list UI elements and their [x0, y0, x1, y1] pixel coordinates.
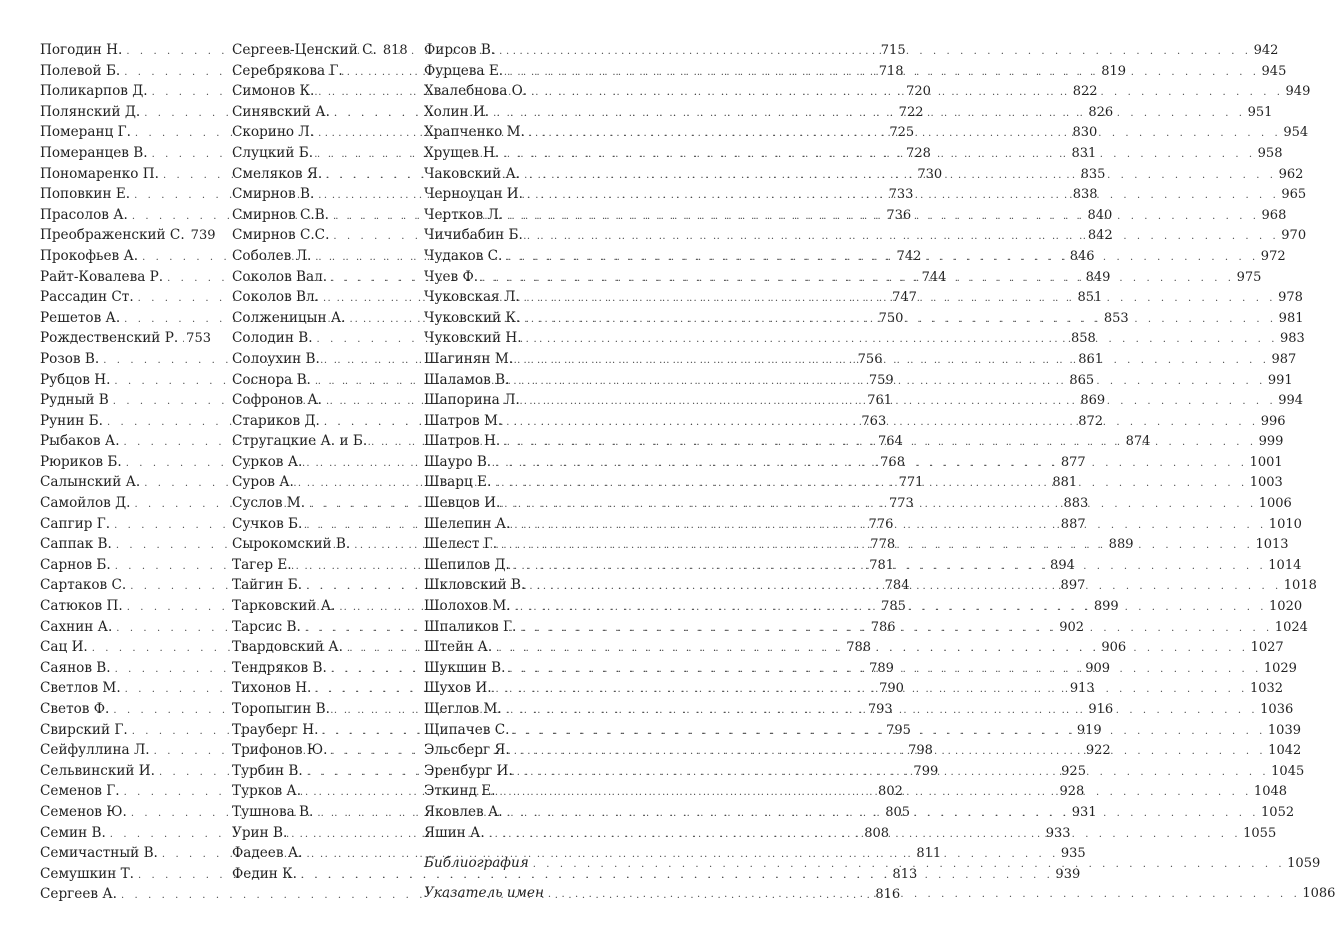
page-number: 922: [1085, 743, 1111, 759]
person-name: Чудаков С.: [424, 247, 503, 264]
person-name: Сергеев-Ценский С.: [232, 42, 377, 58]
person-name: Чуковский К.: [424, 309, 521, 326]
page-number: 958: [1257, 145, 1283, 161]
dot-leader: [496, 680, 1248, 701]
page-number: 883: [1063, 496, 1089, 512]
dot-leader: [509, 660, 1261, 681]
page-number: 1020: [1269, 599, 1303, 615]
person-name: Солженицын А.: [232, 309, 346, 326]
page-number: 768: [880, 454, 905, 470]
dot-leader: [517, 351, 1269, 372]
page-number: 764: [877, 434, 903, 450]
page-number: 826: [1088, 104, 1114, 120]
person-name: Шауро В.: [424, 453, 492, 470]
dot-leader: [513, 372, 1265, 393]
person-name: Шатров М.: [424, 412, 503, 429]
dot-leader: [514, 742, 1266, 763]
page-number: 811: [916, 846, 942, 862]
page-number: 720: [906, 84, 931, 100]
page-number: 1039: [1267, 722, 1301, 738]
person-name: Шапорина Л.: [424, 392, 520, 409]
page-number: 1013: [1255, 537, 1289, 553]
dot-leader: [507, 63, 1259, 84]
person-name: Смирнов С.В.: [232, 206, 329, 223]
dot-leader: [514, 557, 1266, 578]
person-name: Соколов Вал.: [232, 268, 328, 285]
page-number: 785: [881, 599, 906, 615]
person-name: Трифонов Ю.: [232, 742, 328, 759]
page-number: 1018: [1283, 578, 1317, 594]
person-name: Семенов Ю.: [40, 803, 127, 820]
dot-leader: [524, 166, 1276, 187]
person-name: Яшин А.: [424, 824, 485, 841]
dot-leader: [501, 536, 1253, 557]
person-name: Шелепин А.: [424, 515, 511, 532]
page-number: 983: [1280, 331, 1305, 347]
person-name: Чичибабин Б.: [424, 227, 523, 244]
page-number: 949: [1285, 84, 1311, 100]
person-name: Смирнов В.: [232, 186, 315, 203]
person-name: Рубцов Н.: [40, 371, 111, 388]
page-number: 733: [888, 187, 914, 203]
page-number: 750: [878, 310, 904, 326]
person-name: Турбин В.: [232, 762, 303, 779]
person-name: Погодин Н.: [40, 42, 123, 58]
page-number: 999: [1258, 434, 1284, 450]
page-number: 786: [870, 619, 896, 635]
person-name: Сахнин А.: [40, 618, 113, 635]
person-name: Слуцкий Б.: [232, 144, 314, 161]
person-name: Турков А.: [232, 783, 302, 800]
person-name: Черноуцан И.: [424, 186, 523, 203]
person-name: Стругацкие А. и Б.: [232, 433, 368, 450]
index-entry: [232, 40, 408, 61]
page-number: 1027: [1250, 640, 1284, 656]
dot-leader: [482, 269, 1234, 290]
person-name: Шухов И.: [424, 680, 492, 697]
person-name: Солодин В.: [232, 330, 313, 347]
page-number: 942: [1253, 43, 1279, 58]
page-number: 1029: [1263, 660, 1297, 676]
person-name: Тушнова В.: [232, 803, 314, 820]
page-number: 747: [892, 290, 917, 306]
page-number: 1036: [1260, 702, 1294, 717]
page-number: 978: [1278, 290, 1303, 306]
person-name: Шкловский В.: [424, 577, 526, 594]
dot-leader: [507, 207, 1259, 228]
person-name: Рунин Б.: [40, 412, 103, 429]
person-name: Светов Ф.: [40, 701, 110, 717]
person-name: Торопыгин В.: [232, 701, 330, 717]
page-number: 853: [1103, 310, 1129, 326]
page-number: 881: [1052, 475, 1078, 491]
page-number: 925: [1061, 763, 1086, 779]
person-name: Розов В.: [40, 350, 100, 367]
person-name: Полевой Б.: [40, 62, 121, 79]
dot-leader: [506, 248, 1258, 269]
person-name: Померанцев В.: [40, 144, 148, 161]
page-number: 798: [908, 743, 933, 759]
person-name: Самойлов Д.: [40, 495, 131, 512]
page-number: 728: [906, 145, 931, 161]
dot-leader: [506, 701, 1258, 722]
person-name: Поповкин Е.: [40, 186, 131, 203]
person-name: Скорино Л.: [232, 124, 315, 141]
dot-leader: [499, 42, 1251, 63]
person-name: Шевцов И.: [424, 495, 501, 512]
page-number: 818: [382, 43, 408, 58]
page-number: 756: [857, 351, 883, 367]
dot-leader: [529, 577, 1281, 598]
page-number: 819: [1101, 63, 1127, 79]
person-name: Синявский А.: [232, 103, 330, 120]
person-name: Сельвинский И.: [40, 762, 155, 779]
person-name: Хрущев Н.: [424, 144, 500, 161]
person-name: Сырокомский В.: [232, 536, 351, 553]
page-number: 919: [1076, 722, 1102, 738]
page-number: 793: [867, 702, 893, 717]
person-name: Шепилов Д.: [424, 556, 510, 573]
page-number: 759: [868, 372, 894, 388]
page-number: 1006: [1258, 496, 1292, 512]
person-name: Фурцева Е.: [424, 62, 504, 79]
person-name: Поликарпов Д.: [40, 83, 148, 100]
page-number: 718: [878, 63, 904, 79]
person-name: Яковлев А.: [424, 803, 503, 820]
page-number: 813: [892, 866, 918, 882]
person-name: Соколов Вл.: [232, 289, 320, 306]
person-name: Чаковский А.: [424, 165, 521, 182]
person-name: Семушкин Т.: [40, 865, 134, 882]
page-number: 869: [1080, 393, 1106, 409]
person-name: Полянский Д.: [40, 103, 141, 120]
dot-leader: [533, 855, 1285, 876]
dot-leader: [517, 763, 1269, 784]
page-number: 887: [1060, 516, 1086, 532]
page-number: 935: [1060, 846, 1086, 862]
page-number: 784: [884, 578, 910, 594]
person-name: Хвалебнова О.: [424, 83, 528, 100]
page-number: 1032: [1249, 681, 1284, 697]
person-name: Суров А.: [232, 474, 294, 491]
dot-leader: [513, 722, 1265, 743]
person-name: Рыбаков А.: [40, 433, 120, 450]
person-name: Шварц Е.: [424, 474, 492, 491]
person-name: Рассадин Ст.: [40, 289, 134, 306]
page-number: 994: [1278, 393, 1304, 409]
person-name: Салынский А.: [40, 474, 141, 491]
page-number: 954: [1283, 125, 1309, 141]
page-number: 968: [1261, 207, 1287, 223]
page-number: 722: [898, 104, 924, 120]
page-number: 906: [1101, 640, 1127, 656]
page-number: 1055: [1243, 825, 1277, 841]
dot-leader: [507, 804, 1259, 825]
dot-leader: [496, 639, 1248, 660]
person-name: Соснора В.: [232, 371, 311, 388]
page-number: 899: [1093, 599, 1119, 615]
index-entry: [40, 328, 211, 349]
person-name: Рудный В: [40, 392, 109, 409]
page-number: 771: [898, 475, 924, 491]
person-name: Сурков А.: [232, 453, 303, 470]
person-name: Щеглов М.: [424, 701, 502, 717]
page-number: 962: [1278, 166, 1304, 182]
page-number: 970: [1281, 228, 1307, 244]
page-number: 795: [886, 722, 911, 738]
person-name: Щипачев С.: [424, 721, 510, 738]
person-name: Шагинян М.: [424, 350, 514, 367]
person-name: Софронов А.: [232, 392, 322, 409]
dot-leader: [515, 598, 1267, 619]
person-name: Холин И.: [424, 103, 490, 120]
person-name: Соболев Л.: [232, 247, 312, 264]
dot-leader: [524, 392, 1276, 413]
page-number: 1014: [1268, 557, 1302, 573]
dot-leader: [527, 227, 1279, 248]
page-number: 939: [1055, 866, 1081, 882]
dot-leader: [503, 145, 1255, 166]
person-name: Рождественский Р.: [40, 330, 179, 347]
page-number: 831: [1071, 145, 1097, 161]
person-name: Твардовский А.: [232, 639, 343, 656]
page-number: 858: [1070, 331, 1096, 347]
person-name: Шпаликов Г.: [424, 618, 517, 635]
person-name: Сарнов Б.: [40, 556, 111, 573]
page-number: 894: [1050, 557, 1075, 573]
page-number: 761: [867, 393, 893, 409]
person-name: Шолохов М.: [424, 598, 511, 615]
page-number: 1048: [1253, 784, 1288, 800]
page-number: 1059: [1287, 856, 1321, 871]
person-name: Солоухин В.: [232, 350, 320, 367]
page-number: 1010: [1268, 516, 1302, 532]
person-name: Чертков Л.: [424, 206, 504, 223]
page-number: 753: [186, 331, 211, 347]
person-name: Прасолов А.: [40, 206, 128, 223]
page-number: 874: [1125, 434, 1151, 450]
page-number: 730: [917, 166, 943, 182]
person-name: Тихонов Н.: [232, 680, 312, 697]
page-number: 805: [885, 804, 911, 820]
person-name: Тагер Е.: [232, 556, 292, 573]
page-number: 1024: [1274, 619, 1308, 635]
page-number: 851: [1077, 290, 1103, 306]
person-name: Фирсов В.: [424, 42, 496, 58]
page-number: 865: [1069, 372, 1095, 388]
page-number: 773: [888, 496, 914, 512]
person-name: Серебрякова Г.: [232, 62, 343, 79]
person-name: Симонов К.: [232, 83, 315, 100]
person-name: Трауберг Н.: [232, 721, 319, 738]
page-number: 965: [1281, 187, 1307, 203]
person-name: Стариков Д.: [232, 412, 320, 429]
page-number: 933: [1045, 825, 1071, 841]
page-number: 975: [1236, 269, 1262, 285]
page-number: 816: [875, 887, 901, 903]
page-number: 1003: [1249, 475, 1283, 491]
page-number: 872: [1078, 413, 1104, 429]
person-name: Тарковский А.: [232, 598, 336, 615]
person-name: Сергеев А.: [40, 886, 117, 903]
person-name: Тайгин Б.: [232, 577, 303, 594]
page-number: 931: [1071, 804, 1097, 820]
dot-leader: [520, 619, 1272, 640]
page-number: 996: [1260, 413, 1286, 429]
page-number: 909: [1085, 660, 1111, 676]
person-name: Семин В.: [40, 824, 106, 841]
page-number: 916: [1088, 702, 1114, 717]
person-name: Эткинд Е.: [424, 783, 496, 800]
page-number: 781: [869, 557, 895, 573]
person-name: Райт-Ковалева Р.: [40, 268, 164, 285]
dot-leader: [514, 516, 1266, 537]
person-name: Семичастный В.: [40, 845, 158, 862]
person-name: Сатюков П.: [40, 598, 123, 615]
person-name: Сучков Б.: [232, 515, 303, 532]
section-title: Указатель имен: [424, 885, 544, 901]
person-name: Решетов А.: [40, 309, 121, 326]
person-name: Штейн А.: [424, 639, 493, 656]
person-name: Прокофьев А.: [40, 247, 139, 264]
person-name: Тендряков В.: [232, 659, 327, 676]
person-name: Пономаренко П.: [40, 165, 159, 182]
person-name: Светлов М.: [40, 680, 121, 697]
person-name: Сартаков С.: [40, 577, 127, 594]
person-name: Сапгир Г.: [40, 515, 111, 532]
section-title: Библиография: [424, 855, 529, 871]
person-name: Чуев Ф.: [424, 268, 479, 285]
person-name: Померанц Г.: [40, 124, 131, 141]
person-name: Преображенский С.: [40, 227, 185, 244]
dot-leader: [504, 433, 1256, 454]
page-number: 945: [1261, 63, 1287, 79]
page-number: 972: [1260, 248, 1286, 264]
person-name: Семенов Г.: [40, 783, 120, 800]
dot-leader: [499, 783, 1251, 804]
page-number: 951: [1247, 104, 1273, 120]
person-name: Шаламов В.: [424, 371, 510, 388]
person-name: Смирнов С.С.: [232, 227, 330, 244]
page-number: 830: [1072, 125, 1098, 141]
person-name: Чуковский Н.: [424, 330, 522, 347]
person-name: Чуковская Л.: [424, 289, 520, 306]
page-number: 822: [1072, 84, 1098, 100]
page-number: 789: [869, 660, 894, 676]
page-number: 861: [1078, 351, 1104, 367]
page-number: 981: [1278, 310, 1304, 326]
dot-leader: [531, 83, 1283, 104]
person-name: Шукшин В.: [424, 659, 506, 676]
dot-leader: [495, 454, 1247, 475]
person-name: Рюриков Б.: [40, 453, 122, 470]
page-number: 897: [1060, 578, 1086, 594]
person-name: Саянов В.: [40, 659, 111, 676]
dot-leader: [529, 124, 1281, 145]
dot-leader: [495, 474, 1247, 495]
page-number: 744: [921, 269, 947, 285]
dot-leader: [548, 885, 1300, 906]
page-number: 808: [864, 825, 890, 841]
page-number: 788: [846, 640, 872, 656]
page-number: 902: [1059, 619, 1085, 635]
person-name: Эльсберг Я.: [424, 742, 510, 759]
person-name: Смеляков Я.: [232, 165, 323, 182]
dot-leader: [493, 104, 1245, 125]
page-number: 840: [1087, 207, 1113, 223]
page-number: 842: [1087, 228, 1113, 244]
page-number: 778: [870, 537, 896, 553]
page-number: 1045: [1271, 763, 1305, 779]
person-name: Шелест Г.: [424, 536, 498, 553]
page-number: 987: [1271, 351, 1297, 367]
person-name: Свирский Г.: [40, 721, 128, 738]
page-number: 1086: [1302, 886, 1335, 901]
page-number: 802: [878, 784, 903, 800]
person-name: Сейфуллина Л.: [40, 742, 150, 759]
person-name: Суслов М.: [232, 495, 306, 512]
page-number: 849: [1085, 269, 1111, 285]
page-number: 1052: [1261, 804, 1295, 820]
page-number: 846: [1069, 248, 1095, 264]
page-number: 835: [1080, 166, 1106, 182]
page-number: 739: [190, 228, 216, 244]
dot-leader: [524, 289, 1276, 310]
dot-leader: [489, 825, 1241, 846]
page-number: 1001: [1249, 454, 1283, 470]
dot-leader: [527, 186, 1279, 207]
page-number: 725: [889, 125, 915, 141]
page-number: 1042: [1268, 743, 1302, 759]
page-number: 838: [1072, 187, 1098, 203]
page-number: 736: [886, 207, 912, 223]
person-name: Саппак В.: [40, 536, 112, 553]
page-number: 991: [1267, 372, 1293, 388]
dot-leader: [526, 330, 1278, 351]
person-name: Шатров Н.: [424, 433, 501, 450]
person-name: Урин В.: [232, 824, 288, 841]
page-number: 790: [879, 681, 904, 697]
person-name: Фадеев А.: [232, 845, 303, 862]
page-number: 877: [1060, 454, 1086, 470]
person-name: Храпченко М.: [424, 124, 525, 141]
person-name: Сац И.: [40, 639, 88, 656]
page-number: 763: [861, 413, 887, 429]
page-number: 776: [868, 516, 894, 532]
page-number: 799: [913, 763, 939, 779]
page-number: 928: [1059, 784, 1085, 800]
dot-leader: [506, 413, 1258, 434]
page-number: 913: [1069, 681, 1095, 697]
dot-leader: [504, 495, 1256, 516]
person-name: Эренбург И.: [424, 762, 513, 779]
dot-leader: [524, 310, 1276, 331]
person-name: Тарсис В.: [232, 618, 301, 635]
index-entry: [40, 225, 216, 246]
page-number: 889: [1108, 537, 1134, 553]
page-number: 742: [896, 248, 922, 264]
page-number: 715: [880, 43, 906, 58]
person-name: Федин К.: [232, 865, 297, 882]
